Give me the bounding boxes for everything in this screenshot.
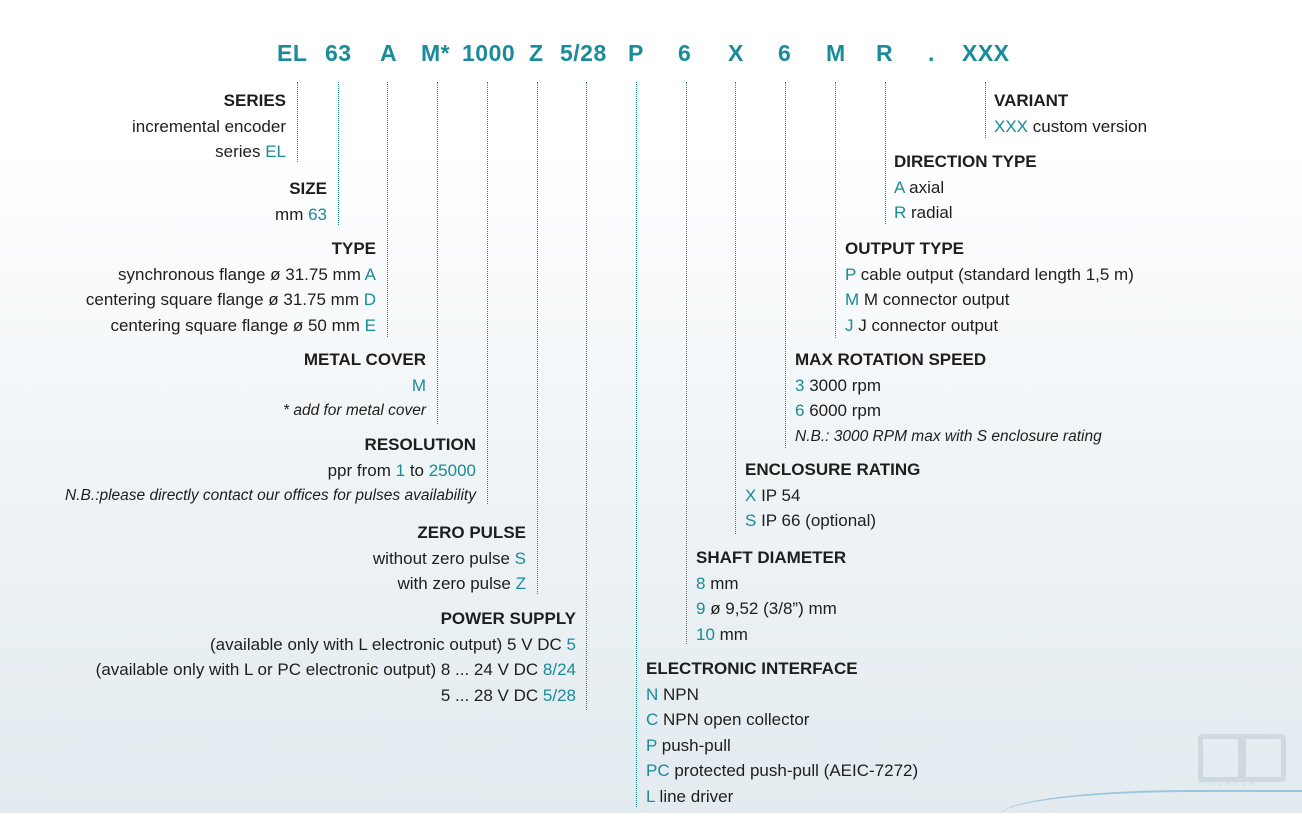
series-block xyxy=(132,88,286,165)
enclosure-rating-block xyxy=(745,457,920,534)
shaft-diameter-item: 9 ø 9,52 (3/8”) mm xyxy=(696,599,837,618)
direction-type-item: A axial xyxy=(894,177,945,197)
series-line1: incremental encoder xyxy=(131,116,286,136)
variant-block xyxy=(994,88,1147,139)
electronic-interface-item: N NPN xyxy=(646,684,699,704)
code-part-metal-cover: M* xyxy=(421,40,451,66)
shaft-diameter-block xyxy=(696,545,846,647)
enclosure-rating-heading: ENCLOSURE RATING xyxy=(745,460,921,479)
connector-enclosure xyxy=(735,82,736,534)
max-rotation-speed-note: N.B.: 3000 RPM max with S enclosure rating xyxy=(795,427,1102,445)
type-block xyxy=(86,236,376,338)
output-type-item: J J connector output xyxy=(845,315,999,335)
code-part-resolution: 1000 xyxy=(462,40,516,66)
connector-shaft-diameter xyxy=(686,82,687,644)
code-part-size: 63 xyxy=(325,40,352,66)
electronic-interface-block xyxy=(646,656,918,809)
connector-power-supply xyxy=(586,82,587,710)
variant-heading: VARIANT xyxy=(994,91,1069,110)
connector-resolution xyxy=(487,82,488,504)
direction-type-heading: DIRECTION TYPE xyxy=(894,152,1037,171)
type-item: centering square flange ø 50 mm E xyxy=(110,315,376,335)
connector-max-speed xyxy=(785,82,786,448)
size-block xyxy=(275,176,327,227)
electronic-interface-item: L line driver xyxy=(646,786,734,806)
code-part-shaft-diameter: 6 xyxy=(678,40,692,66)
electronic-interface-heading: ELECTRONIC INTERFACE xyxy=(646,659,858,678)
metal-cover-note: * add for metal cover xyxy=(282,402,426,419)
power-supply-item: (available only with L electronic output) 5 V DC 5 xyxy=(209,634,576,654)
code-part-direction: R xyxy=(876,40,894,66)
connector-variant xyxy=(985,82,986,138)
connector-output-type xyxy=(835,82,836,338)
size-line: mm 63 xyxy=(275,204,327,224)
connector-metal-cover xyxy=(437,82,438,424)
code-part-max-speed: 6 xyxy=(778,40,792,66)
variant-line: XXX custom version xyxy=(994,116,1148,136)
code-part-series: EL xyxy=(277,40,308,66)
max-rotation-speed-item: 6 6000 rpm xyxy=(795,401,882,420)
enclosure-rating-item: S IP 66 (optional) xyxy=(745,511,877,530)
resolution-heading: RESOLUTION xyxy=(364,435,476,454)
watermark-logo xyxy=(1198,734,1286,786)
resolution-note: N.B.:please directly contact our offices for pulses availability xyxy=(65,487,476,504)
code-part-dot: . xyxy=(928,40,935,66)
series-heading: SERIES xyxy=(223,91,286,110)
connector-zero-pulse xyxy=(537,82,538,594)
series-line2: series EL xyxy=(215,142,286,161)
enclosure-rating-item: X IP 54 xyxy=(745,485,801,505)
direction-type-block xyxy=(894,149,1037,226)
code-part-type: A xyxy=(380,40,398,66)
output-type-item: P cable output (standard length 1,5 m) xyxy=(845,264,1134,284)
max-rotation-speed-item: 3 3000 rpm xyxy=(795,375,882,395)
metal-cover-block xyxy=(283,347,426,424)
connector-type xyxy=(387,82,388,337)
connector-electronic-interface xyxy=(636,82,637,807)
electronic-interface-item: P push-pull xyxy=(646,735,731,755)
zero-pulse-block xyxy=(373,520,526,597)
zero-pulse-heading: ZERO PULSE xyxy=(417,523,526,542)
code-part-electronic-interface: P xyxy=(628,40,644,66)
metal-cover-heading: METAL COVER xyxy=(303,350,426,369)
code-part-variant: XXX xyxy=(962,40,1010,66)
code-part-output-type: M xyxy=(826,40,846,66)
code-part-enclosure: X xyxy=(728,40,744,66)
connector-direction xyxy=(885,82,886,224)
connector-series xyxy=(297,82,298,162)
size-heading: SIZE xyxy=(289,179,327,198)
power-supply-item: 5 ... 28 V DC 5/28 xyxy=(440,685,576,705)
shaft-diameter-item: 8 mm xyxy=(696,573,739,593)
watermark-text: PHPCMS.CN xyxy=(1198,778,1256,787)
decorative-curve xyxy=(1000,790,1302,832)
output-type-heading: OUTPUT TYPE xyxy=(845,239,965,258)
power-supply-item: (available only with L or PC electronic output) 8 ... 24 V DC 8/24 xyxy=(95,660,576,679)
output-type-block xyxy=(845,236,1134,338)
output-type-item: M M connector output xyxy=(845,290,1010,309)
zero-pulse-item: without zero pulse S xyxy=(372,548,526,568)
zero-pulse-item: with zero pulse Z xyxy=(397,574,526,593)
code-part-zero-pulse: Z xyxy=(529,40,544,66)
resolution-line: ppr from 1 to 25000 xyxy=(327,460,476,480)
type-item: synchronous flange ø 31.75 mm A xyxy=(118,264,376,284)
max-rotation-speed-block xyxy=(795,347,1102,449)
power-supply-heading: POWER SUPPLY xyxy=(440,609,576,628)
code-part-power-supply: 5/28 xyxy=(560,40,607,66)
direction-type-item: R radial xyxy=(894,203,953,222)
type-item: centering square flange ø 31.75 mm D xyxy=(85,290,376,309)
metal-cover-code: M xyxy=(411,375,426,395)
power-supply-block xyxy=(96,606,576,708)
connector-size xyxy=(338,82,339,225)
max-rotation-speed-heading: MAX ROTATION SPEED xyxy=(795,350,987,369)
type-heading: TYPE xyxy=(331,239,376,258)
electronic-interface-item: PC protected push-pull (AEIC-7272) xyxy=(646,761,919,780)
shaft-diameter-item: 10 mm xyxy=(696,624,748,644)
electronic-interface-item: C NPN open collector xyxy=(646,710,810,729)
resolution-block xyxy=(65,432,476,509)
shaft-diameter-heading: SHAFT DIAMETER xyxy=(696,548,847,567)
